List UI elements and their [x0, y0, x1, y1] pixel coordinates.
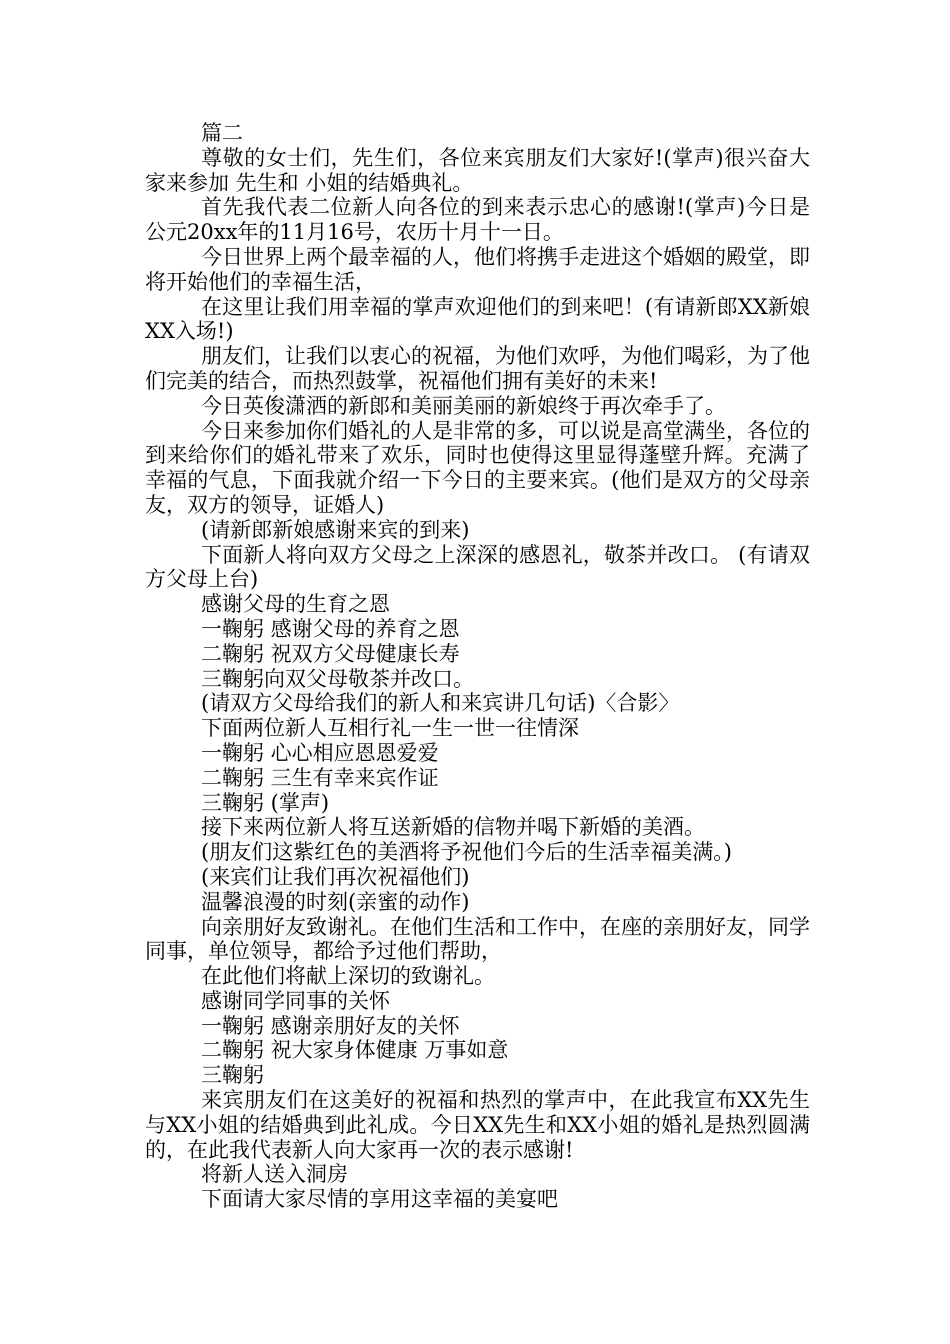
paragraph: 二鞠躬 祝大家身体健康 万事如意 — [201, 1038, 509, 1063]
paragraph: 今日英俊潇洒的新郎和美丽美丽的新娘终于再次牵手了。 — [201, 393, 726, 418]
paragraph: (请双方父母给我们的新人和来宾讲几句话)〈合影〉 — [201, 691, 680, 716]
paragraph: 下面新人将向双方父母之上深深的感恩礼，敬茶并改口。 (有请双方父母上台) — [145, 542, 810, 592]
paragraph: 一鞠躬 感谢亲朋好友的关怀 — [201, 1013, 460, 1038]
paragraph: 感谢父母的生育之恩 — [201, 592, 390, 617]
paragraph: (来宾们让我们再次祝福他们) — [201, 864, 470, 889]
paragraph: 接下来两位新人将互送新婚的信物并喝下新婚的美酒。 — [201, 815, 705, 840]
paragraph: 三鞠躬 (掌声) — [201, 790, 330, 815]
paragraph: 尊敬的女士们，先生们，各位来宾朋友们大家好!(掌声)很兴奋大家来参加 先生和 小姐的结婚典礼。 — [145, 145, 810, 195]
paragraph: 将新人送入洞房 — [201, 1162, 348, 1187]
paragraph: 温馨浪漫的时刻(亲蜜的动作) — [201, 889, 470, 914]
paragraph: 今日来参加你们婚礼的人是非常的多，可以说是高堂满坐，各位的到来给你们的婚礼带来了欢乐，同时也使得这里显得蓬壁升辉。充满了幸福的气息，下面我就介绍一下今日的主要来宾。(他们是双方的父母亲友，双方的领导，证婚人) — [145, 418, 810, 517]
document-body — [145, 121, 810, 1212]
paragraph: 下面两位新人互相行礼一生一世一往情深 — [201, 716, 579, 741]
paragraph: 下面请大家尽情的享用这幸福的美宴吧 — [201, 1187, 558, 1212]
paragraph: 感谢同学同事的关怀 — [201, 988, 390, 1013]
paragraph: 二鞠躬 三生有幸来宾作证 — [201, 765, 439, 790]
paragraph: 一鞠躬 感谢父母的养育之恩 — [201, 616, 460, 641]
paragraph: 三鞠躬 — [201, 1063, 264, 1088]
section-heading: 篇二 — [201, 121, 243, 145]
paragraph: (朋友们这紫红色的美酒将予祝他们今后的生活幸福美满。) — [201, 840, 732, 865]
paragraph: 朋友们，让我们以衷心的祝福，为他们欢呼，为他们喝彩，为了他们完美的结合，而热烈鼓掌，祝福他们拥有美好的未来! — [145, 344, 810, 393]
paragraph: 二鞠躬 祝双方父母健康长寿 — [201, 641, 460, 666]
paragraph: 首先我代表二位新人向各位的到来表示忠心的感谢!(掌声)今日是公元20xx年的11月16号，农历十月十一日。 — [145, 195, 810, 245]
paragraph: 来宾朋友们在这美好的祝福和热烈的掌声中，在此我宣布XX先生与XX小姐的结婚典到此礼成。今日XX先生和XX小姐的婚礼是热烈圆满的，在此我代表新人向大家再一次的表示感谢! — [145, 1088, 810, 1162]
paragraph: 在这里让我们用幸福的掌声欢迎他们的到来吧！(有请新郎XX新娘XX入场!) — [145, 294, 810, 344]
paragraph: 向亲朋好友致谢礼。在他们生活和工作中，在座的亲朋好友，同学同事，单位领导，都给予过他们帮助， — [145, 914, 810, 964]
paragraph: 一鞠躬 心心相应恩恩爱爱 — [201, 740, 439, 765]
paragraph: 在此他们将献上深切的致谢礼。 — [201, 964, 495, 989]
paragraph: 今日世界上两个最幸福的人，他们将携手走进这个婚姻的殿堂，即将开始他们的幸福生活， — [145, 244, 810, 294]
paragraph: (请新郎新娘感谢来宾的到来) — [201, 517, 470, 542]
paragraph: 三鞠躬向双父母敬茶并改口。 — [201, 666, 474, 691]
